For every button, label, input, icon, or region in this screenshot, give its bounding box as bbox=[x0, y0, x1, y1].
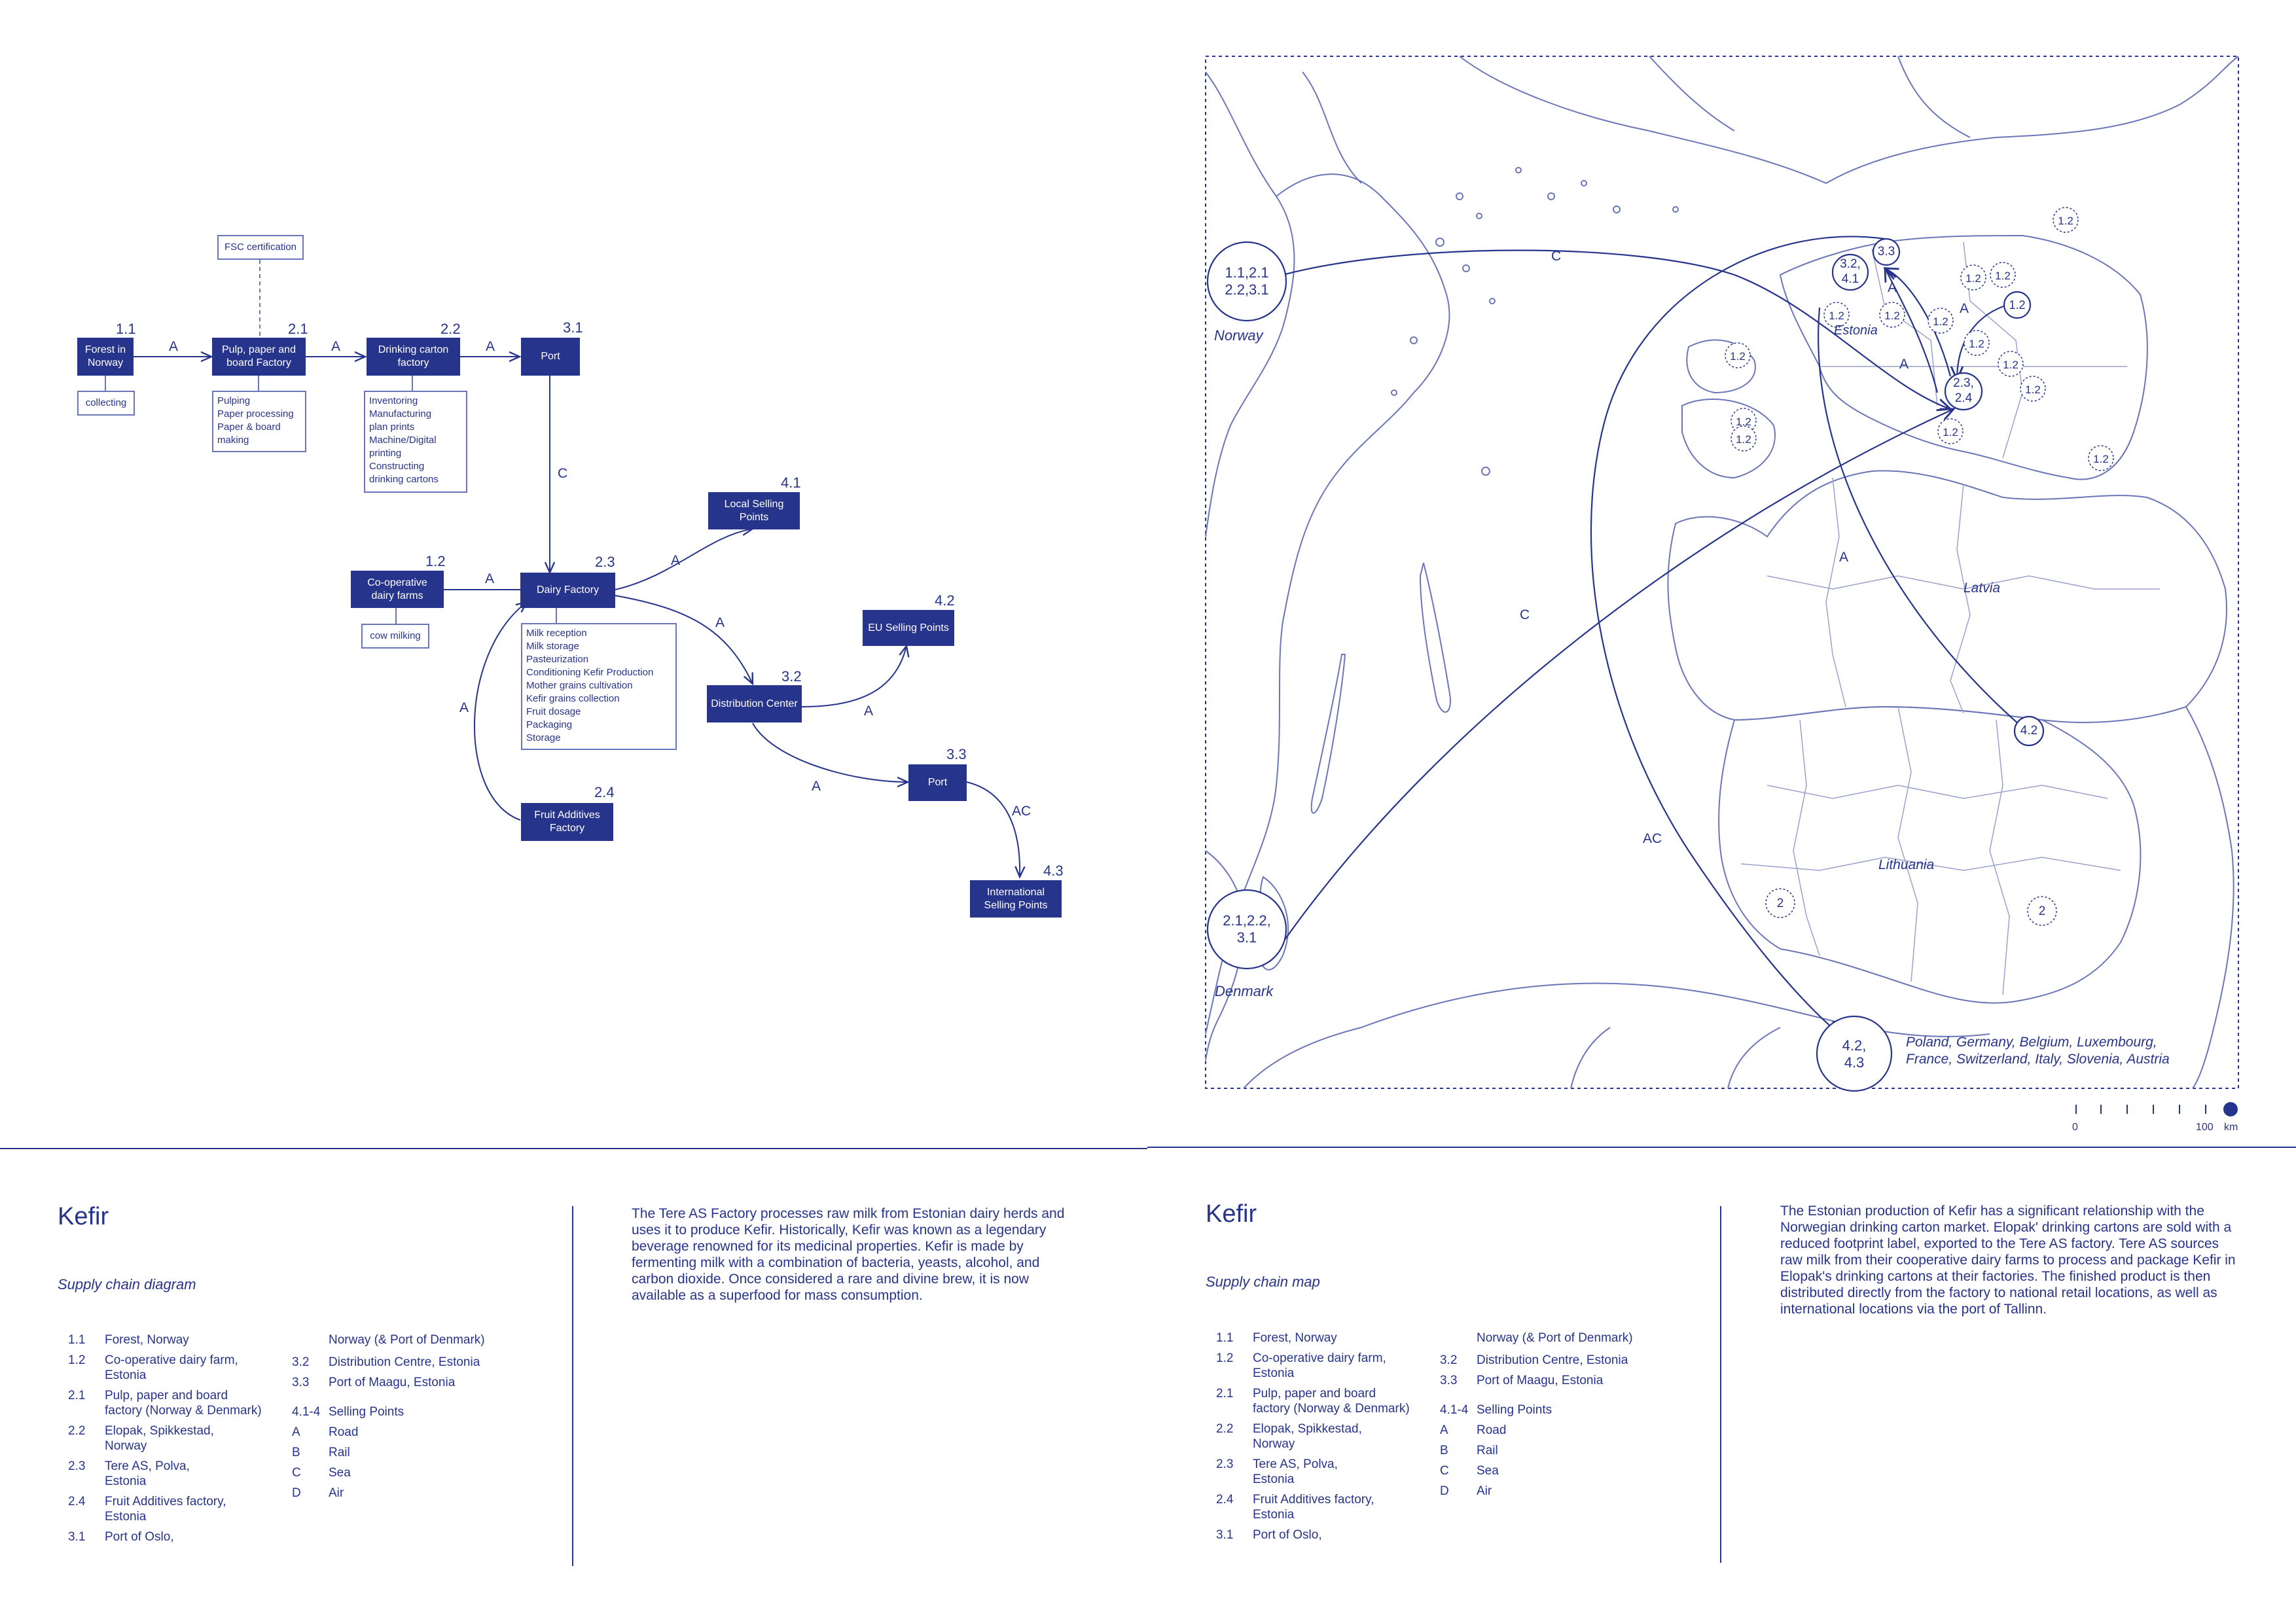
legend-code: 2.4 bbox=[1216, 1493, 1234, 1507]
port-tallinn-line: 3.2, bbox=[1840, 257, 1861, 271]
legend-text: Pulp, paper and board bbox=[105, 1389, 228, 1402]
legend-code: 1.2 bbox=[68, 1353, 86, 1367]
legend-code: 4.1-4 bbox=[292, 1405, 321, 1419]
map-route-label: A bbox=[1888, 280, 1897, 295]
right-legend-col1 bbox=[1216, 1330, 1432, 1548]
legend-code: 3.3 bbox=[1440, 1374, 1458, 1387]
node-port-maagu-num: 3.3 bbox=[946, 746, 967, 762]
legend-text: Estonia bbox=[105, 1474, 147, 1488]
right-column-rule bbox=[1720, 1206, 1721, 1563]
destinations-circle-line: 4.2, bbox=[1842, 1037, 1867, 1054]
legend-text: Port of Maagu, Estonia bbox=[329, 1376, 456, 1389]
left-column-rule bbox=[572, 1206, 573, 1566]
farm-label: 1.2 bbox=[1995, 270, 2011, 282]
carton-step: Constructing bbox=[369, 461, 425, 472]
right-title: Kefir bbox=[1206, 1200, 1257, 1228]
farm-label: 1.2 bbox=[1736, 416, 1751, 428]
legend-code: 3.1 bbox=[68, 1530, 86, 1544]
legend-text: Road bbox=[1477, 1423, 1507, 1437]
node-local-num: 4.1 bbox=[781, 474, 801, 491]
edge-label: AC bbox=[1012, 804, 1031, 819]
right-description: The Estonian production of Kefir has a significant relationship with the Norwegian drinking carton market. Elopak' drinking cartons are sold with a reduced footprint label, exported to the Tere AS factory. Tere AS sources raw milk from their cooperative dairy farms to process and package Kefir in Elopak's drinking cartons at their factories. The finished product is then distributed directly from the factory to national retail locations, as well as international locations via the port of Tallinn. bbox=[1780, 1204, 2236, 1317]
edge-label: A bbox=[485, 571, 495, 586]
edge-label: A bbox=[459, 700, 469, 715]
map-route-label: C bbox=[1551, 249, 1562, 264]
farm-label: 1.2 bbox=[1933, 315, 1948, 328]
edge-label: A bbox=[715, 615, 725, 630]
denmark-circle-line: 2.1,2.2, bbox=[1223, 912, 1271, 929]
legend-text: Air bbox=[1477, 1484, 1492, 1498]
dairy-step: Fruit dosage bbox=[526, 706, 581, 717]
legend-text: Selling Points bbox=[329, 1405, 404, 1419]
legend-code: 2.2 bbox=[68, 1424, 86, 1438]
legend-text: Fruit Additives factory, bbox=[1253, 1493, 1374, 1507]
legend-text: Norway bbox=[105, 1439, 147, 1453]
farm-label: 1.2 bbox=[1730, 350, 1746, 363]
legend-text: Port of Maagu, Estonia bbox=[1477, 1374, 1604, 1387]
dairy-step: Kefir grains collection bbox=[526, 693, 620, 704]
node-distribution-num: 3.2 bbox=[781, 668, 802, 685]
legend-code: 3.2 bbox=[292, 1355, 310, 1369]
label-denmark: Denmark bbox=[1215, 983, 1274, 999]
port-tallinn-line: 4.1 bbox=[1841, 272, 1859, 286]
pulp-step: making bbox=[217, 435, 249, 446]
left-title: Kefir bbox=[58, 1203, 109, 1230]
node-local-label: Local Selling Points bbox=[724, 498, 784, 523]
legend-text: Tere AS, Polva, bbox=[105, 1459, 190, 1473]
legend-text: Air bbox=[329, 1486, 344, 1500]
label-latvia: Latvia bbox=[1964, 580, 2001, 596]
legend-text: Selling Points bbox=[1477, 1403, 1552, 1417]
node-port-maagu-label: Port bbox=[927, 777, 948, 788]
norway-circle-line: 1.1,2.1 bbox=[1225, 264, 1269, 281]
dairy-step: Mother grains cultivation bbox=[526, 680, 633, 691]
legend-code: 1.1 bbox=[68, 1333, 86, 1347]
dairy-step: Milk storage bbox=[526, 641, 579, 652]
edge-label: A bbox=[486, 339, 495, 354]
legend-text: Estonia bbox=[105, 1368, 147, 1382]
legend-code: 2.3 bbox=[1216, 1457, 1234, 1471]
edge-label: A bbox=[812, 779, 821, 794]
legend-text: Distribution Centre, Estonia bbox=[1477, 1353, 1628, 1367]
legend-code: B bbox=[1440, 1444, 1448, 1457]
fsc-label: FSC certification bbox=[224, 241, 297, 253]
legend-code: 2.1 bbox=[68, 1389, 86, 1402]
legend-text: Pulp, paper and board bbox=[1253, 1387, 1376, 1400]
legend-text: Estonia bbox=[1253, 1472, 1295, 1486]
farm-label: 1.2 bbox=[1943, 426, 1958, 438]
farm-label: 2 bbox=[1776, 897, 1784, 910]
dairy-step: Conditioning Kefir Production bbox=[526, 667, 654, 678]
dairy-circle-line: 2.3, bbox=[1953, 376, 1974, 390]
map-route-label: A bbox=[1899, 357, 1909, 372]
node-coop-num: 1.2 bbox=[425, 553, 446, 569]
node-pulp-num: 2.1 bbox=[288, 321, 308, 337]
farm-label: 2 bbox=[2038, 904, 2046, 918]
legend-code: A bbox=[1440, 1423, 1448, 1437]
legend-text: Forest, Norway bbox=[105, 1333, 189, 1347]
farm-label: 1.2 bbox=[1736, 433, 1751, 446]
destinations-circle-line: 4.3 bbox=[1844, 1054, 1865, 1071]
node-fruit-label: Fruit Additives Factory bbox=[534, 810, 600, 834]
right-legend-col2 bbox=[1440, 1330, 1656, 1504]
node-port-oslo-num: 3.1 bbox=[563, 319, 583, 336]
legend-text: Norway (& Port of Denmark) bbox=[329, 1333, 485, 1347]
node-port-oslo-label: Port bbox=[541, 351, 560, 362]
legend-text: Distribution Centre, Estonia bbox=[329, 1355, 480, 1369]
legend-text: Forest, Norway bbox=[1253, 1331, 1337, 1345]
farm-label: 1.2 bbox=[1829, 310, 1844, 322]
node-fruit-num: 2.4 bbox=[594, 784, 615, 800]
legend-code: C bbox=[1440, 1464, 1449, 1478]
carton-step: Manufacturing bbox=[369, 408, 432, 419]
legend-text: Port of Oslo, bbox=[1253, 1528, 1322, 1542]
pulp-step: Pulping bbox=[217, 395, 251, 406]
dairy-circle-line: 2.4 bbox=[1954, 391, 1973, 405]
legend-text: Rail bbox=[1477, 1444, 1498, 1457]
edge-label: A bbox=[864, 704, 874, 719]
node-eu-num: 4.2 bbox=[935, 592, 955, 609]
node-carton-label: Drinking carton factory bbox=[378, 344, 449, 368]
map-route-label: C bbox=[1520, 607, 1530, 622]
dairy-step: Milk reception bbox=[526, 628, 587, 639]
legend-code: 2.1 bbox=[1216, 1387, 1234, 1400]
legend-text: factory (Norway & Denmark) bbox=[105, 1404, 262, 1418]
legend-code: 2.4 bbox=[68, 1495, 86, 1508]
edge-label: A bbox=[671, 553, 681, 568]
node-international-label: International Selling Points bbox=[984, 886, 1048, 911]
legend-text: Co-operative dairy farm, bbox=[105, 1353, 238, 1367]
legend-text: Estonia bbox=[1253, 1508, 1295, 1522]
norway-circle-line: 2.2,3.1 bbox=[1225, 281, 1269, 298]
carton-step: plan prints bbox=[369, 421, 415, 433]
legend-text: Norway bbox=[1253, 1437, 1295, 1451]
legend-code: A bbox=[292, 1425, 300, 1439]
left-legend-col2 bbox=[292, 1332, 508, 1506]
legend-code: 3.3 bbox=[292, 1376, 310, 1389]
legend-text: Fruit Additives factory, bbox=[105, 1495, 226, 1508]
farm-label: 1.2 bbox=[2058, 215, 2073, 227]
eu-circle-label: 4.2 bbox=[2020, 724, 2038, 738]
farm-label: 1.2 bbox=[1969, 338, 1984, 350]
edge-label: A bbox=[331, 339, 341, 354]
legend-text: Norway (& Port of Denmark) bbox=[1477, 1331, 1633, 1345]
pulp-step: Paper & board bbox=[217, 421, 281, 433]
dairy-step: Packaging bbox=[526, 719, 573, 730]
edge-label: A bbox=[169, 339, 179, 354]
left-subtitle: Supply chain diagram bbox=[58, 1276, 196, 1293]
legend-code: B bbox=[292, 1446, 300, 1459]
left-description: The Tere AS Factory processes raw milk from Estonian dairy herds and uses it to produce Kefir. Historically, Kefir was known as a legendary beverage renowned for its medicinal properties. Kefir is made by fermenting milk with a combination of bacteria, yeasts, alcohol, and carbon dioxide. Once considered a rare and divine brew, it is now available as a superfood for mass consumption. bbox=[632, 1206, 1065, 1303]
legend-code: 1.1 bbox=[1216, 1331, 1234, 1345]
legend-code: 2.3 bbox=[68, 1459, 86, 1473]
divider-left bbox=[0, 1148, 1147, 1149]
edge-label: C bbox=[558, 466, 568, 481]
label-lithuania: Lithuania bbox=[1878, 857, 1935, 872]
label-estonia: Estonia bbox=[1834, 323, 1878, 338]
legend-text: Elopak, Spikkestad, bbox=[1253, 1422, 1362, 1436]
carton-step: Machine/Digital bbox=[369, 435, 437, 446]
node-coop-label: Co-operative dairy farms bbox=[367, 577, 427, 601]
carton-step: printing bbox=[369, 448, 402, 459]
label-norway: Norway bbox=[1214, 327, 1263, 344]
port-maagu-label: 3.3 bbox=[1877, 245, 1895, 259]
legend-text: Elopak, Spikkestad, bbox=[105, 1424, 214, 1438]
map-route-label: A bbox=[1839, 550, 1849, 565]
map-route-label: AC bbox=[1643, 831, 1662, 846]
legend-code: D bbox=[1440, 1484, 1449, 1498]
cow-milking-label: cow milking bbox=[370, 630, 421, 641]
destinations-line: France, Switzerland, Italy, Slovenia, Austria bbox=[1906, 1052, 2170, 1067]
legend-code: C bbox=[292, 1466, 301, 1480]
destinations-line: Poland, Germany, Belgium, Luxembourg, bbox=[1906, 1035, 2157, 1050]
legend-text: Rail bbox=[329, 1446, 350, 1459]
legend-code: 2.2 bbox=[1216, 1422, 1234, 1436]
farm-main-label: 1.2 bbox=[2009, 298, 2026, 312]
legend-text: Estonia bbox=[1253, 1366, 1295, 1380]
farm-label: 1.2 bbox=[2093, 453, 2109, 465]
divider-right bbox=[1147, 1147, 2296, 1148]
legend-code: 1.2 bbox=[1216, 1351, 1234, 1365]
node-eu-label: EU Selling Points bbox=[868, 622, 949, 633]
legend-code: 4.1-4 bbox=[1440, 1403, 1469, 1417]
denmark-circle-line: 3.1 bbox=[1236, 929, 1257, 946]
farm-label: 1.2 bbox=[1965, 272, 1981, 285]
node-pulp-label: Pulp, paper and board Factory bbox=[222, 344, 296, 368]
scale-unit: km bbox=[2224, 1122, 2238, 1133]
legend-text: Estonia bbox=[105, 1510, 147, 1524]
node-dairy-num: 2.3 bbox=[595, 554, 615, 570]
pulp-step: Paper processing bbox=[217, 408, 294, 419]
scale-end-marker bbox=[2223, 1102, 2238, 1116]
farm-label: 1.2 bbox=[1884, 310, 1900, 322]
legend-text: Road bbox=[329, 1425, 359, 1439]
legend-code: 3.2 bbox=[1440, 1353, 1458, 1367]
legend-text: Sea bbox=[329, 1466, 351, 1480]
node-dairy-label: Dairy Factory bbox=[536, 584, 600, 596]
legend-text: factory (Norway & Denmark) bbox=[1253, 1402, 1410, 1416]
right-subtitle: Supply chain map bbox=[1206, 1274, 1320, 1290]
legend-code: 3.1 bbox=[1216, 1528, 1234, 1542]
legend-text: Port of Oslo, bbox=[105, 1530, 174, 1544]
carton-step: drinking cartons bbox=[369, 474, 439, 485]
farm-label: 1.2 bbox=[2003, 359, 2018, 371]
scale-zero: 0 bbox=[2072, 1122, 2078, 1133]
node-forest-label: Forest in Norway bbox=[84, 344, 126, 368]
node-international-num: 4.3 bbox=[1043, 863, 1064, 879]
legend-code: D bbox=[292, 1486, 301, 1500]
map-route-label: A bbox=[1960, 301, 1969, 316]
dairy-step: Pasteurization bbox=[526, 654, 589, 665]
legend-text: Sea bbox=[1477, 1464, 1499, 1478]
node-carton-num: 2.2 bbox=[440, 321, 461, 337]
legend-text: Tere AS, Polva, bbox=[1253, 1457, 1338, 1471]
legend-text: Co-operative dairy farm, bbox=[1253, 1351, 1386, 1365]
node-forest-num: 1.1 bbox=[116, 321, 136, 337]
left-legend-col1 bbox=[68, 1332, 284, 1550]
scale-hundred: 100 bbox=[2196, 1122, 2214, 1133]
dairy-step: Storage bbox=[526, 732, 561, 743]
carton-step: Inventoring bbox=[369, 395, 418, 406]
collecting-label: collecting bbox=[85, 397, 127, 408]
node-distribution-label: Distribution Center bbox=[711, 698, 798, 709]
farm-label: 1.2 bbox=[2025, 383, 2041, 396]
